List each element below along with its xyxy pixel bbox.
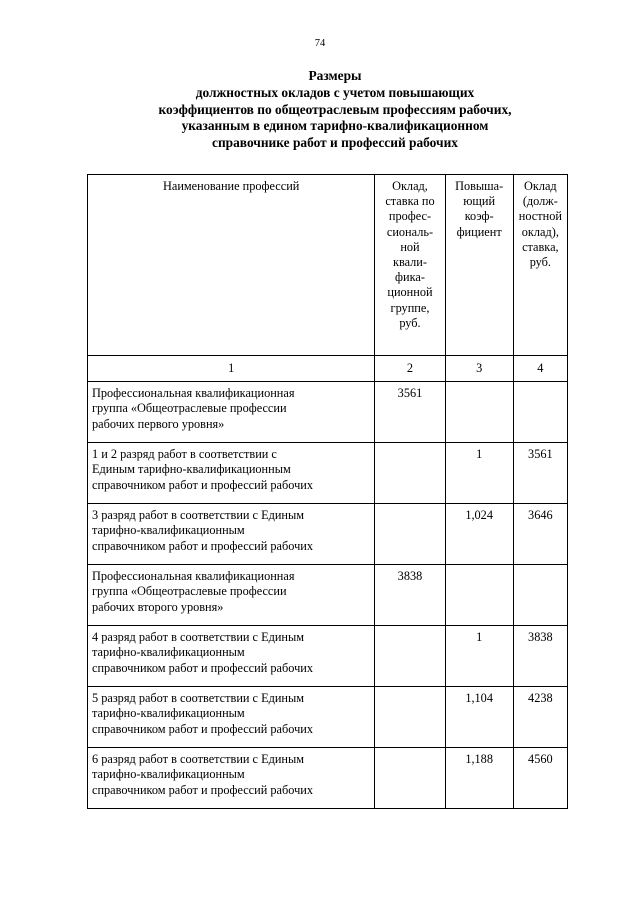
total-salary-cell: 3646	[513, 504, 567, 565]
cell-text: справочником работ и профессий рабочих	[92, 660, 313, 675]
cell-text: группа «Общеотраслевые профессии	[92, 401, 287, 416]
table-row	[88, 443, 568, 504]
total-salary-cell	[513, 382, 567, 443]
profession-name-cell	[88, 443, 375, 504]
column-number: 2	[375, 356, 445, 382]
header-text: ной	[400, 239, 420, 254]
total-salary-cell	[513, 565, 567, 626]
cell-text: тарифно-квалификационным	[92, 706, 245, 721]
header-text: профес-	[388, 209, 432, 224]
page-number: 74	[314, 38, 326, 49]
header-text: сиональ-	[386, 224, 434, 239]
total-salary-cell: 3838	[513, 626, 567, 687]
column-number: 1	[88, 356, 375, 382]
header-text: Наименование профессий	[162, 179, 300, 193]
header-text: фика-	[395, 270, 425, 285]
cell-text: справочником работ и профессий рабочих	[92, 721, 313, 736]
table-row	[88, 565, 568, 626]
table-header-row	[88, 175, 568, 356]
cell-text: рабочих первого уровня»	[92, 416, 225, 431]
header-text: руб.	[399, 315, 421, 330]
profession-name-cell	[88, 565, 375, 626]
base-salary-cell: 3838	[375, 565, 445, 626]
header-text: ностной	[518, 209, 562, 224]
profession-name-cell	[88, 504, 375, 565]
table-row	[88, 687, 568, 748]
header-text: Повыша-	[455, 179, 504, 193]
coefficient-cell: 1	[445, 626, 513, 687]
base-salary-cell	[375, 626, 445, 687]
base-salary-cell	[375, 443, 445, 504]
base-salary-cell	[375, 687, 445, 748]
cell-text: тарифно-квалификационным	[92, 645, 245, 660]
profession-name-cell	[88, 748, 375, 809]
table-row	[88, 626, 568, 687]
coefficient-cell	[445, 565, 513, 626]
title-line: Размеры	[308, 68, 362, 83]
coefficient-cell: 1,024	[445, 504, 513, 565]
total-salary-cell: 3561	[513, 443, 567, 504]
header-text: ющий	[463, 194, 496, 209]
header-text: группе,	[390, 300, 430, 315]
cell-text: 1 и 2 разряд работ в соответствии с	[92, 447, 277, 462]
column-number: 4	[513, 356, 567, 382]
base-salary-cell: 3561	[375, 382, 445, 443]
profession-name-cell	[88, 382, 375, 443]
header-text: ционной	[387, 285, 433, 300]
cell-text: справочником работ и профессий рабочих	[92, 538, 313, 553]
title-line: должностных окладов с учетом повышающих	[195, 84, 475, 100]
cell-text: тарифно-квалификационным	[92, 523, 245, 538]
cell-text: справочником работ и профессий рабочих	[92, 782, 313, 797]
header-profession-name	[88, 175, 375, 356]
cell-text: 4 разряд работ в соответствии с Единым	[92, 630, 305, 645]
header-coefficient	[445, 175, 513, 356]
header-text: руб.	[529, 255, 551, 270]
total-salary-cell: 4560	[513, 748, 567, 809]
base-salary-cell	[375, 504, 445, 565]
title-line: справочнике работ и профессий рабочих	[212, 135, 458, 151]
title-line: указанным в едином тарифно-квалификационном	[181, 118, 489, 134]
column-number: 3	[445, 356, 513, 382]
document-title	[80, 68, 590, 152]
table-row	[88, 748, 568, 809]
salary-table	[87, 174, 568, 809]
cell-text: группа «Общеотраслевые профессии	[92, 584, 287, 599]
profession-name-cell	[88, 626, 375, 687]
table-row	[88, 504, 568, 565]
cell-text: Профессиональная квалификационная	[92, 569, 295, 584]
header-text: оклад),	[521, 224, 559, 239]
cell-text: 6 разряд работ в соответствии с Единым	[92, 752, 305, 767]
header-base-salary	[375, 175, 445, 356]
column-number-row	[88, 356, 568, 382]
header-text: фициент	[456, 224, 502, 239]
profession-name-cell	[88, 687, 375, 748]
header-text: квали-	[392, 255, 427, 270]
header-text: коэф-	[464, 209, 494, 224]
cell-text: тарифно-квалификационным	[92, 767, 245, 782]
header-text: Оклад,	[392, 179, 428, 193]
cell-text: Профессиональная квалификационная	[92, 386, 295, 401]
cell-text: справочником работ и профессий рабочих	[92, 477, 313, 492]
coefficient-cell: 1,104	[445, 687, 513, 748]
header-text: ставка по	[385, 194, 435, 209]
header-text: ставка,	[522, 239, 559, 254]
cell-text: 3 разряд работ в соответствии с Единым	[92, 508, 305, 523]
header-text: (долж-	[522, 194, 558, 209]
base-salary-cell	[375, 748, 445, 809]
cell-text: Единым тарифно-квалификационным	[92, 462, 291, 477]
table-row	[88, 382, 568, 443]
coefficient-cell	[445, 382, 513, 443]
header-total-salary	[513, 175, 567, 356]
coefficient-cell: 1,188	[445, 748, 513, 809]
total-salary-cell: 4238	[513, 687, 567, 748]
cell-text: рабочих второго уровня»	[92, 599, 224, 614]
header-text: Оклад	[523, 179, 557, 193]
cell-text: 5 разряд работ в соответствии с Единым	[92, 691, 305, 706]
coefficient-cell: 1	[445, 443, 513, 504]
title-line: коэффициентов по общеотраслевым профессиям рабочих,	[158, 101, 512, 117]
